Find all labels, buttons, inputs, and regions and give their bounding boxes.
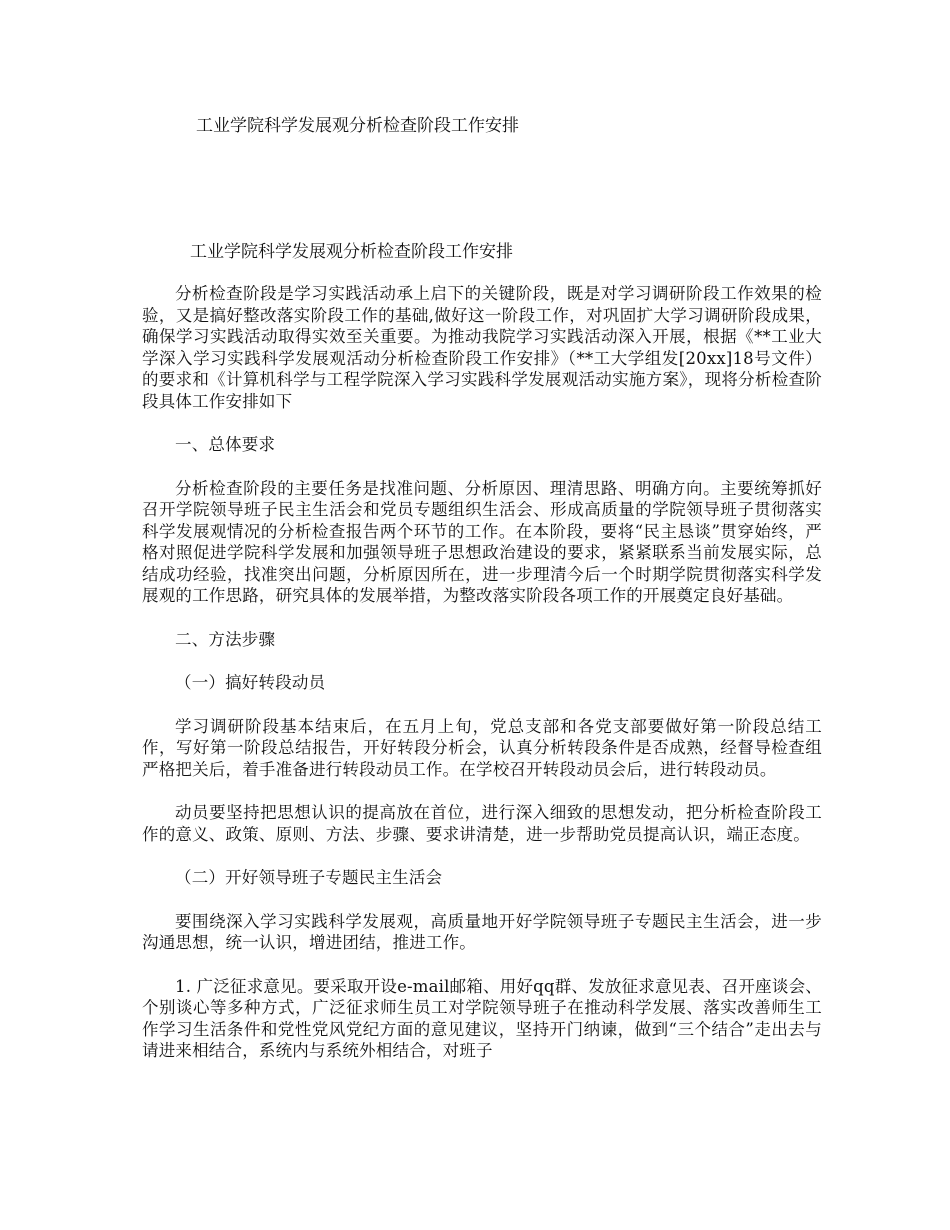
subsection-heading-democratic-life-meeting: （二）开好领导班子专题民主生活会 (175, 868, 443, 887)
intro-paragraph: 分析检查阶段是学习实践活动承上启下的关键阶段，既是对学习调研阶段工作效果的检验，又是搞好整改落实阶段工作的基础,做好这一阶段工作，对巩固扩大学习调研阶段成果，确保学习实践活动取得实效至关重要。为推动我院学习实践活动深入开展，根据《**工业大学深入学习实践科学发展观活动分析检查阶段工作安排》（**工大学组发[20xx]18号文件）的要求和《计算机科学与工程学院深入学习实践科学发展观活动实施方案》，现将分析检查阶段具体工作安排如下 (142, 284, 822, 411)
subsection-heading-mobilization: （一）搞好转段动员 (175, 673, 326, 692)
page-header-title: 工业学院科学发展观分析检查阶段工作安排 (196, 116, 519, 136)
section-heading-methods-steps: 二、方法步骤 (175, 629, 276, 649)
section-heading-general-requirements: 一、总体要求 (175, 435, 276, 454)
document-title: 工业学院科学发展观分析检查阶段工作安排 (190, 242, 513, 262)
democratic-life-meeting-paragraph-1: 要围绕深入学习实践科学发展观，高质量地开好学院领导班子专题民主生活会，进一步沟通思想，统一认识，增进团结，推进工作。 (142, 911, 822, 952)
general-requirements-paragraph: 分析检查阶段的主要任务是找准问题、分析原因、理清思路、明确方向。主要统筹抓好召开学院领导班子民主生活会和党员专题组织生活会、形成高质量的学院领导班子贯彻落实科学发展观情况的分析检查报告两个环节的工作。在本阶段，要将“民主恳谈”贯穿始终，严格对照促进学院科学发展和加强领导班子思想政治建设的要求，紧紧联系当前发展实际，总结成功经验，找准突出问题，分析原因所在，进一步理清今后一个时期学院贯彻落实科学发展观的工作思路，研究具体的发展举措，为整改落实阶段各项工作的开展奠定良好基础。 (142, 478, 822, 605)
democratic-life-meeting-paragraph-2: 1. 广泛征求意见。要采取开设e-mail邮箱、用好qq群、发放征求意见表、召开座谈会、个别谈心等多种方式，广泛征求师生员工对学院领导班子在推动科学发展、落实改善师生工作学习生活条件和党性党风党纪方面的意见建议，坚持开门纳谏，做到“三个结合”走出去与请进来相结合，系统内与系统外相结合，对班子 (142, 976, 822, 1060)
mobilization-paragraph-1: 学习调研阶段基本结束后，在五月上旬，党总支部和各党支部要做好第一阶段总结工作，写好第一阶段总结报告，开好转段分析会，认真分析转段条件是否成熟，经督导检查组严格把关后，着手准备进行转段动员工作。在学校召开转段动员会后，进行转段动员。 (142, 716, 822, 779)
mobilization-paragraph-2: 动员要坚持把思想认识的提高放在首位，进行深入细致的思想发动，把分析检查阶段工作的意义、政策、原则、方法、步骤、要求讲清楚，进一步帮助党员提高认识，端正态度。 (142, 803, 822, 844)
document-body (142, 283, 822, 1084)
